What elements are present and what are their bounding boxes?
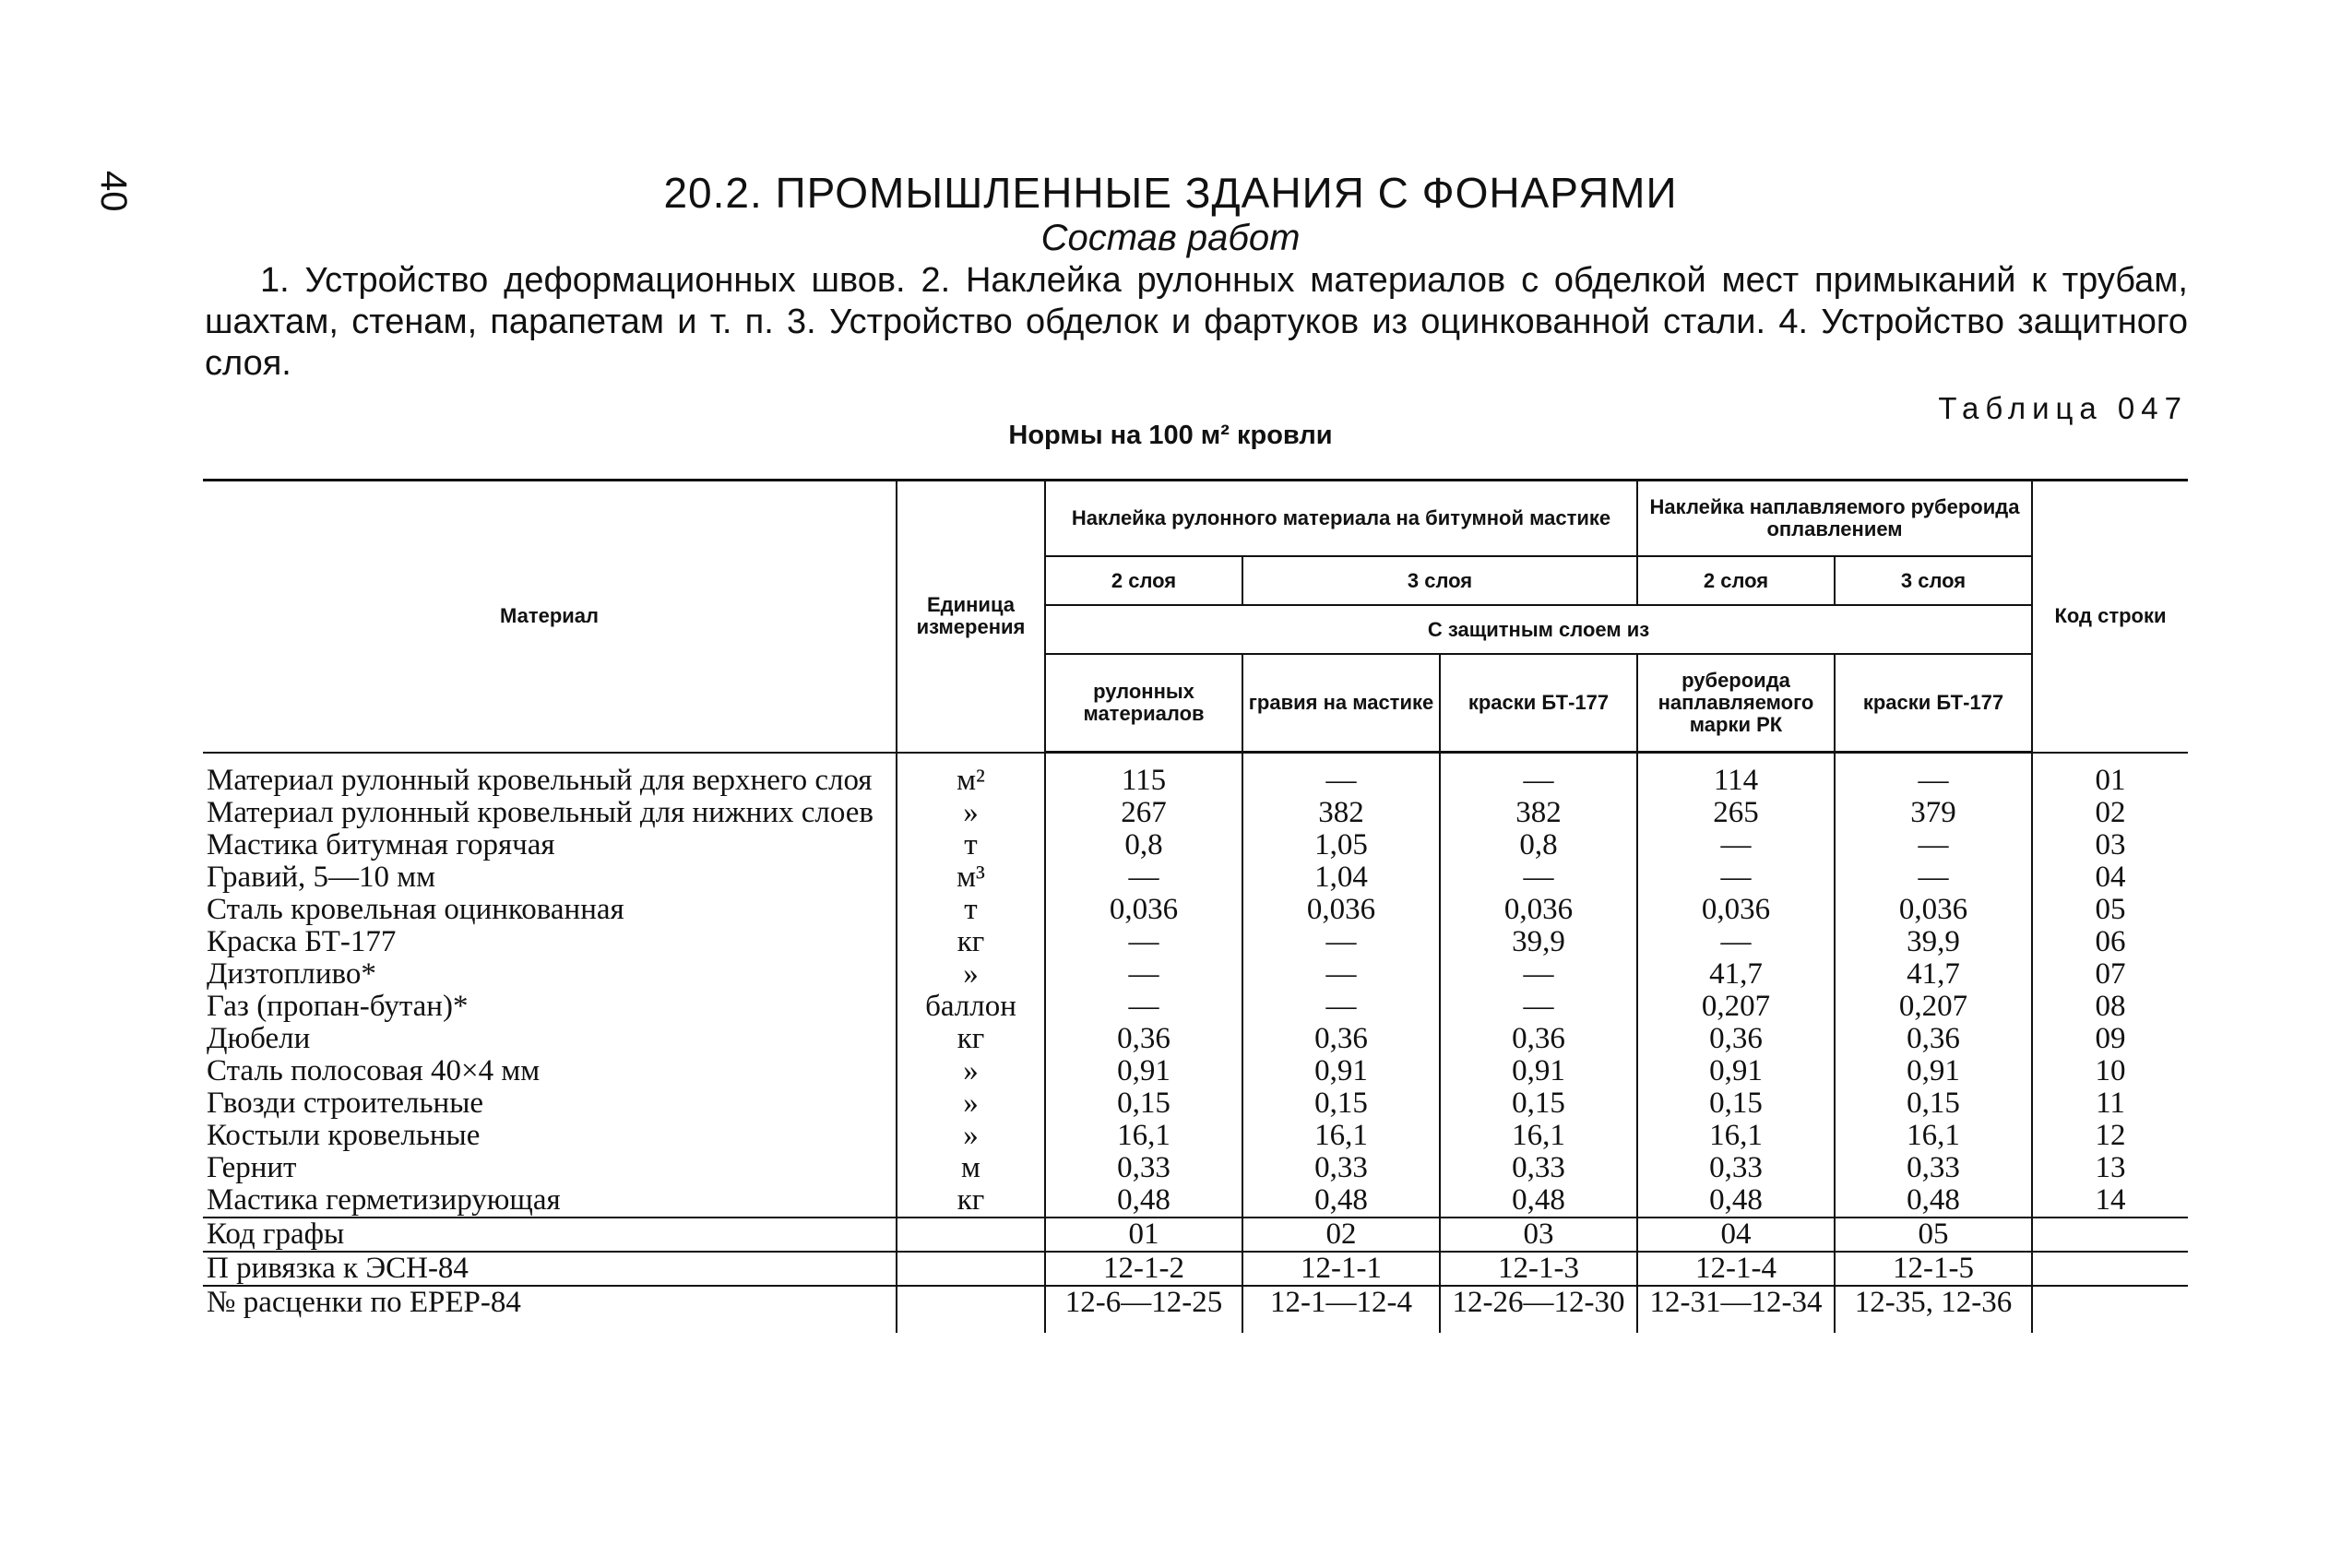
footer-value-cell: 12-1-1 (1242, 1252, 1440, 1286)
footer-row (203, 1218, 2188, 1252)
value-cell: 0,36 (1045, 1023, 1242, 1055)
value-cell: 0,36 (1637, 1023, 1835, 1055)
header-group-bitumen: Наклейка рулонного материала на битумной мастике (1045, 481, 1637, 557)
material-cell: Краска БТ-177 (203, 926, 897, 958)
page-number: 40 (93, 171, 134, 212)
section-title: 20.2. ПРОМЫШЛЕННЫЕ ЗДАНИЯ С ФОНАРЯМИ (663, 169, 1678, 217)
value-cell: 0,91 (1440, 1055, 1637, 1087)
material-cell: Дюбели (203, 1023, 897, 1055)
row-code-cell: 13 (2032, 1152, 2188, 1184)
value-cell: 0,036 (1045, 894, 1242, 926)
value-cell: — (1242, 958, 1440, 991)
header-layers-2-bitumen: 2 слоя (1045, 556, 1242, 605)
value-cell: 16,1 (1242, 1120, 1440, 1152)
value-cell: — (1835, 753, 2032, 798)
footer-unit-empty (897, 1252, 1045, 1286)
footer-value-cell: 12-1-5 (1835, 1252, 2032, 1286)
footer-value-cell: 04 (1637, 1218, 1835, 1252)
value-cell: 114 (1637, 753, 1835, 798)
value-cell: 16,1 (1637, 1120, 1835, 1152)
unit-cell: м³ (897, 861, 1045, 894)
table-row (203, 926, 2188, 958)
value-cell: — (1242, 926, 1440, 958)
row-code-cell: 07 (2032, 958, 2188, 991)
footer-value-cell: 12-1-2 (1045, 1252, 1242, 1286)
value-cell: 0,207 (1637, 991, 1835, 1023)
value-cell: 1,04 (1242, 861, 1440, 894)
value-cell: 0,33 (1835, 1152, 2032, 1184)
row-code-cell: 11 (2032, 1087, 2188, 1120)
value-cell: 0,91 (1637, 1055, 1835, 1087)
table-row (203, 861, 2188, 894)
header-layers-3-bitumen: 3 слоя (1242, 556, 1637, 605)
value-cell: 16,1 (1440, 1120, 1637, 1152)
material-cell: Сталь кровельная оцинкованная (203, 894, 897, 926)
header-sub-paint: краски БТ-177 (1440, 654, 1637, 753)
value-cell: 0,15 (1637, 1087, 1835, 1120)
value-cell: 0,33 (1440, 1152, 1637, 1184)
material-cell: Гвозди строительные (203, 1087, 897, 1120)
table-body (203, 753, 2188, 1218)
value-cell: — (1045, 861, 1242, 894)
row-code-cell: 04 (2032, 861, 2188, 894)
header-sub-rk: рубероида наплавляемого марки РК (1637, 654, 1835, 753)
material-cell: Гравий, 5—10 мм (203, 861, 897, 894)
value-cell: 39,9 (1440, 926, 1637, 958)
header-layers-2-fused: 2 слоя (1637, 556, 1835, 605)
material-cell: Мастика битумная горячая (203, 829, 897, 861)
value-cell: 0,36 (1440, 1023, 1637, 1055)
value-cell: 379 (1835, 797, 2032, 829)
row-code-cell: 08 (2032, 991, 2188, 1023)
value-cell: 16,1 (1835, 1120, 2032, 1152)
section-subtitle: Состав работ (1040, 218, 1301, 258)
value-cell: 0,48 (1045, 1184, 1242, 1218)
footer-label: Код графы (203, 1218, 897, 1252)
value-cell: 0,48 (1242, 1184, 1440, 1218)
table-footer (203, 1218, 2188, 1333)
material-cell: Костыли кровельные (203, 1120, 897, 1152)
value-cell: 0,48 (1440, 1184, 1637, 1218)
material-cell: Мастика герметизирующая (203, 1184, 897, 1218)
unit-cell: » (897, 958, 1045, 991)
value-cell: 0,8 (1440, 829, 1637, 861)
value-cell: 41,7 (1637, 958, 1835, 991)
value-cell: — (1440, 991, 1637, 1023)
row-code-cell: 14 (2032, 1184, 2188, 1218)
footer-label: № расценки по ЕРЕР-84 (203, 1286, 897, 1333)
value-cell: 0,207 (1835, 991, 2032, 1023)
value-cell: — (1835, 829, 2032, 861)
value-cell: 0,15 (1440, 1087, 1637, 1120)
value-cell: 0,36 (1835, 1023, 2032, 1055)
footer-value-cell: 12-1-4 (1637, 1252, 1835, 1286)
value-cell: 0,36 (1242, 1023, 1440, 1055)
value-cell: 0,33 (1045, 1152, 1242, 1184)
table-row (203, 1023, 2188, 1055)
value-cell: — (1440, 753, 1637, 798)
footer-row (203, 1252, 2188, 1286)
value-cell: — (1045, 926, 1242, 958)
value-cell: 41,7 (1835, 958, 2032, 991)
header-group-fused: Наклейка наплавляемого рубероида оплавлением (1637, 481, 2032, 557)
table-number: Таблица 047 (1938, 391, 2188, 425)
unit-cell: т (897, 829, 1045, 861)
value-cell: 265 (1637, 797, 1835, 829)
table-row (203, 958, 2188, 991)
table-row (203, 991, 2188, 1023)
footer-value-cell: 12-1-3 (1440, 1252, 1637, 1286)
value-cell: 382 (1440, 797, 1637, 829)
footer-code-empty (2032, 1286, 2188, 1333)
work-description: 1. Устройство деформационных швов. 2. Наклейка рулонных материалов с обделкой мест примыканий к трубам, шахтам, стенам, парапетам и т. п. 3. Устройство обделок и фартуков из оцинкованной стали. 4. Устройство защитного слоя. (205, 261, 2188, 383)
value-cell: 1,05 (1242, 829, 1440, 861)
header-sub-gravel: гравия на мастике (1242, 654, 1440, 753)
footer-unit-empty (897, 1218, 1045, 1252)
value-cell: 0,48 (1637, 1184, 1835, 1218)
row-code-cell: 09 (2032, 1023, 2188, 1055)
row-code-cell: 02 (2032, 797, 2188, 829)
value-cell: 0,15 (1835, 1087, 2032, 1120)
unit-cell: кг (897, 1023, 1045, 1055)
value-cell: 0,33 (1637, 1152, 1835, 1184)
table-row (203, 894, 2188, 926)
table-caption: Нормы на 100 м² кровли (1008, 421, 1333, 450)
value-cell: — (1637, 861, 1835, 894)
table-row (203, 797, 2188, 829)
unit-cell: кг (897, 926, 1045, 958)
material-cell: Гернит (203, 1152, 897, 1184)
table-row (203, 753, 2188, 798)
footer-value-cell: 03 (1440, 1218, 1637, 1252)
material-cell: Сталь полосовая 40×4 мм (203, 1055, 897, 1087)
value-cell: 0,91 (1835, 1055, 2032, 1087)
footer-code-empty (2032, 1218, 2188, 1252)
value-cell: 0,8 (1045, 829, 1242, 861)
value-cell: — (1045, 991, 1242, 1023)
row-code-cell: 12 (2032, 1120, 2188, 1152)
unit-cell: м² (897, 753, 1045, 798)
header-sub-rolled: рулонных материалов (1045, 654, 1242, 753)
footer-value-cell: 12-26—12-30 (1440, 1286, 1637, 1333)
value-cell: — (1242, 753, 1440, 798)
table-row (203, 1152, 2188, 1184)
row-code-cell: 01 (2032, 753, 2188, 798)
value-cell: 0,15 (1242, 1087, 1440, 1120)
table-row (203, 1184, 2188, 1218)
value-cell: 39,9 (1835, 926, 2032, 958)
value-cell: 0,33 (1242, 1152, 1440, 1184)
table-row (203, 829, 2188, 861)
unit-cell: » (897, 1087, 1045, 1120)
value-cell: 0,15 (1045, 1087, 1242, 1120)
header-code: Код строки (2032, 481, 2188, 753)
value-cell: — (1835, 861, 2032, 894)
footer-row (203, 1286, 2188, 1333)
value-cell: 0,036 (1835, 894, 2032, 926)
unit-cell: кг (897, 1184, 1045, 1218)
value-cell: — (1045, 958, 1242, 991)
table-row (203, 1087, 2188, 1120)
footer-unit-empty (897, 1286, 1045, 1333)
value-cell: 0,036 (1242, 894, 1440, 926)
value-cell: 0,91 (1242, 1055, 1440, 1087)
material-cell: Газ (пропан-бутан)* (203, 991, 897, 1023)
value-cell: 0,91 (1045, 1055, 1242, 1087)
footer-value-cell: 12-35, 12-36 (1835, 1286, 2032, 1333)
header-layers-3-fused: 3 слоя (1835, 556, 2032, 605)
row-code-cell: 05 (2032, 894, 2188, 926)
material-cell: Материал рулонный кровельный для верхнего слоя (203, 753, 897, 798)
unit-cell: » (897, 1055, 1045, 1087)
header-sub-paint-2: краски БТ-177 (1835, 654, 2032, 753)
footer-value-cell: 01 (1045, 1218, 1242, 1252)
footer-value-cell: 12-31—12-34 (1637, 1286, 1835, 1333)
footer-value-cell: 05 (1835, 1218, 2032, 1252)
value-cell: 115 (1045, 753, 1242, 798)
table-row (203, 1055, 2188, 1087)
value-cell: 267 (1045, 797, 1242, 829)
unit-cell: т (897, 894, 1045, 926)
row-code-cell: 03 (2032, 829, 2188, 861)
header-material: Материал (203, 481, 897, 753)
unit-cell: » (897, 797, 1045, 829)
unit-cell: баллон (897, 991, 1045, 1023)
footer-value-cell: 12-6—12-25 (1045, 1286, 1242, 1333)
value-cell: — (1637, 829, 1835, 861)
value-cell: 16,1 (1045, 1120, 1242, 1152)
header-unit: Единица измерения (897, 481, 1045, 753)
value-cell: 0,036 (1637, 894, 1835, 926)
norms-table (203, 479, 2188, 1333)
unit-cell: » (897, 1120, 1045, 1152)
value-cell: — (1440, 861, 1637, 894)
header-protective-layer: С защитным слоем из (1045, 605, 2032, 654)
value-cell: — (1440, 958, 1637, 991)
value-cell: — (1637, 926, 1835, 958)
value-cell: 0,48 (1835, 1184, 2032, 1218)
value-cell: — (1242, 991, 1440, 1023)
table-row (203, 1120, 2188, 1152)
unit-cell: м (897, 1152, 1045, 1184)
material-cell: Дизтопливо* (203, 958, 897, 991)
value-cell: 382 (1242, 797, 1440, 829)
value-cell: 0,036 (1440, 894, 1637, 926)
footer-label: П ривязка к ЭСН-84 (203, 1252, 897, 1286)
footer-code-empty (2032, 1252, 2188, 1286)
material-cell: Материал рулонный кровельный для нижних слоев (203, 797, 897, 829)
footer-value-cell: 12-1—12-4 (1242, 1286, 1440, 1333)
footer-value-cell: 02 (1242, 1218, 1440, 1252)
row-code-cell: 10 (2032, 1055, 2188, 1087)
row-code-cell: 06 (2032, 926, 2188, 958)
table-header (203, 481, 2188, 753)
